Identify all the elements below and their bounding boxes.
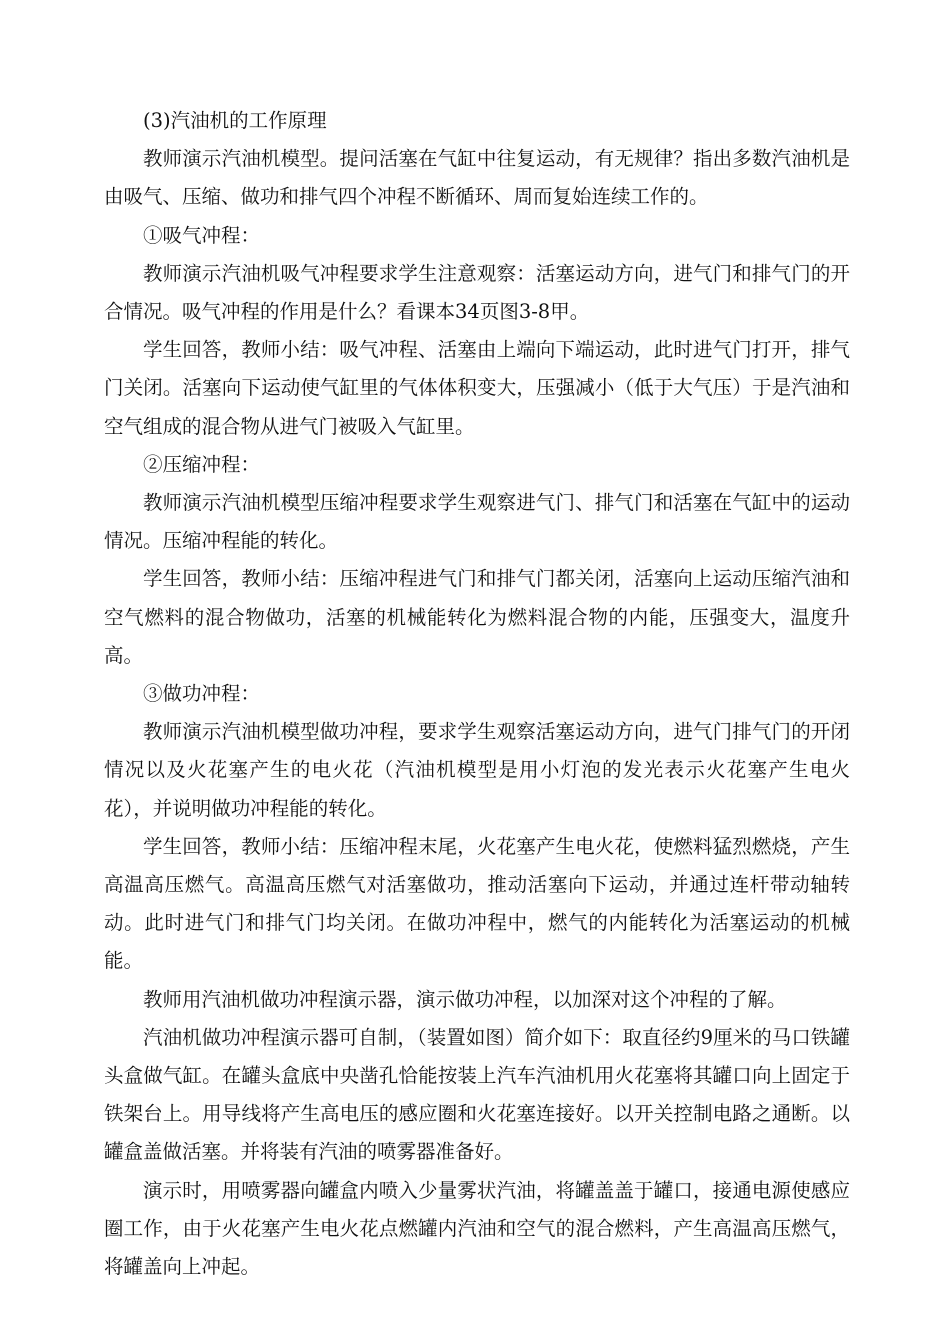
section-heading: (3)汽油机的工作原理: [143, 109, 327, 132]
subsection-heading: ③做功冲程：: [143, 682, 261, 706]
document-body: [104, 102, 850, 1286]
paragraph: 教师用汽油机做功冲程演示器，演示做功冲程，以加深对这个冲程的了解。: [143, 987, 787, 1011]
paragraph: 教师演示汽油机模型压缩冲程要求学生观察进气门、排气门和活塞在气缸中的运动情况。压缩冲程能的转化。: [104, 491, 850, 553]
paragraph: 学生回答，教师小结：吸气冲程、活塞由上端向下端运动，此时进气门打开，排气门关闭。活塞向下运动使气缸里的气体体积变大，压强减小（低于大气压）于是汽油和空气组成的混合物从进气门被吸入气缸里。: [104, 338, 850, 438]
paragraph: 教师演示汽油机模型做功冲程，要求学生观察活塞运动方向，进气门排气门的开闭情况以及火花塞产生的电火花（汽油机模型是用小灯泡的发光表示火花塞产生电火花），并说明做功冲程能的转化。: [104, 720, 850, 820]
subsection-heading: ②压缩冲程：: [143, 452, 261, 476]
subsection-heading: ①吸气冲程：: [143, 223, 261, 247]
paragraph: 汽油机做功冲程演示器可自制，（装置如图）简介如下：取直径约9厘米的马口铁罐头盒做气缸。在罐头盒底中央凿孔恰能按装上汽车汽油机用火花塞将其罐口向上固定于铁架台上。用导线将产生高电压的感应圈和火花塞连接好。以开关控制电路之通断。以罐盒盖做活塞。并将装有汽油的喷雾器准备好。: [104, 1025, 850, 1164]
paragraph: 教师演示汽油机吸气冲程要求学生注意观察：活塞运动方向，进气门和排气门的开合情况。吸气冲程的作用是什么？看课本34页图3-8甲。: [104, 261, 850, 324]
paragraph: 演示时，用喷雾器向罐盒内喷入少量雾状汽油，将罐盖盖于罐口，接通电源使感应圈工作，由于火花塞产生电火花点燃罐内汽油和空气的混合燃料，产生高温高压燃气，将罐盖向上冲起。: [104, 1178, 850, 1279]
paragraph: 教师演示汽油机模型。提问活塞在气缸中往复运动，有无规律？指出多数汽油机是由吸气、压缩、做功和排气四个冲程不断循环、周而复始连续工作的。: [104, 147, 850, 209]
paragraph: 学生回答，教师小结：压缩冲程末尾，火花塞产生电火花，使燃料猛烈燃烧，产生高温高压燃气。高温高压燃气对活塞做功，推动活塞向下运动，并通过连杆带动轴转动。此时进气门和排气门均关闭。在做功冲程中，燃气的内能转化为活塞运动的机械能。: [104, 834, 850, 973]
paragraph: 学生回答，教师小结：压缩冲程进气门和排气门都关闭，活塞向上运动压缩汽油和空气燃料的混合物做功，活塞的机械能转化为燃料混合物的内能，压强变大，温度升高。: [104, 567, 850, 667]
